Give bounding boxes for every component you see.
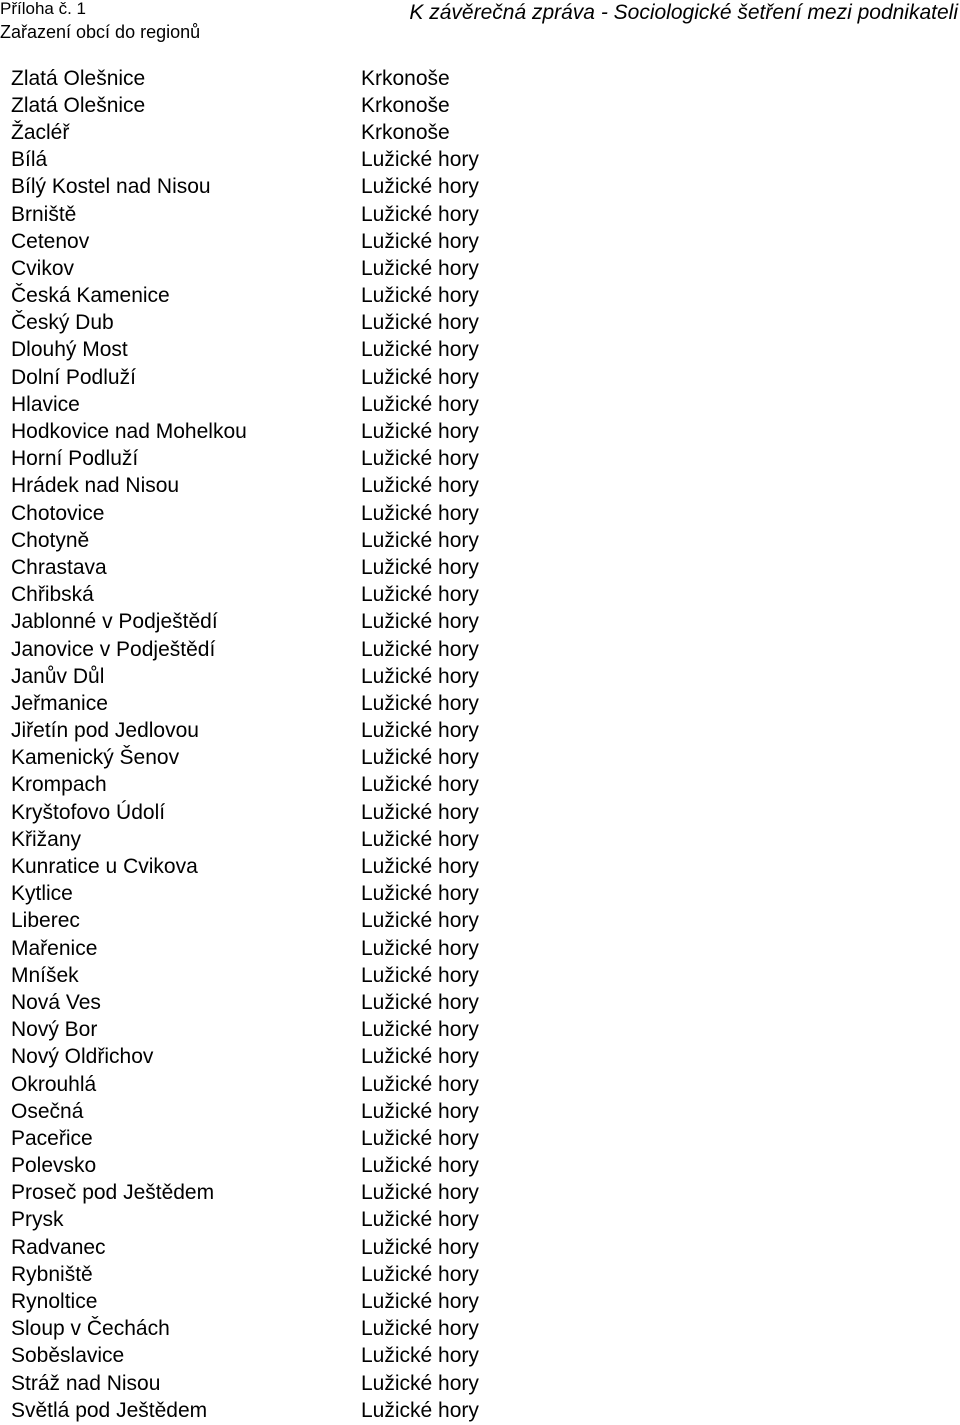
municipality-name: Mařenice [11, 936, 98, 960]
municipality-name: Jiřetín pod Jedlovou [11, 719, 199, 743]
region-name: Lužické hory [361, 338, 479, 362]
municipality-name: Jablonné v Podještědí [11, 610, 218, 634]
municipality-name: Rynoltice [11, 1290, 98, 1314]
municipality-name: Hodkovice nad Mohelkou [11, 420, 247, 444]
municipality-name: Žacléř [11, 120, 70, 144]
municipality-name: Kytlice [11, 882, 73, 906]
list-item [11, 201, 951, 228]
region-name: Lužické hory [361, 1072, 479, 1096]
region-name: Lužické hory [361, 1045, 479, 1069]
region-name: Lužické hory [361, 909, 479, 933]
list-item [11, 391, 951, 418]
region-name: Lužické hory [361, 664, 479, 688]
region-name: Lužické hory [361, 1398, 479, 1422]
report-title: K závěrečná zpráva - Sociologické šetření mezi podnikateli [409, 1, 958, 24]
municipality-name: Mníšek [11, 963, 79, 987]
region-name: Lužické hory [361, 719, 479, 743]
list-item [11, 174, 951, 201]
region-name: Lužické hory [361, 1208, 479, 1232]
list-item [11, 1044, 951, 1071]
municipality-name: Liberec [11, 909, 80, 933]
list-item [11, 1153, 951, 1180]
region-name: Lužické hory [361, 229, 479, 253]
region-name: Lužické hory [361, 746, 479, 770]
municipality-region-list [11, 65, 951, 1424]
region-name: Lužické hory [361, 447, 479, 471]
region-name: Lužické hory [361, 855, 479, 879]
municipality-name: Okrouhlá [11, 1072, 97, 1096]
list-item [11, 92, 951, 119]
municipality-name: Rybniště [11, 1262, 93, 1286]
region-name: Lužické hory [361, 148, 479, 172]
list-item [11, 989, 951, 1016]
list-item [11, 690, 951, 717]
region-name: Lužické hory [361, 1371, 479, 1395]
municipality-name: Osečná [11, 1099, 84, 1123]
list-item [11, 1180, 951, 1207]
municipality-name: Chrastava [11, 555, 107, 579]
region-name: Lužické hory [361, 528, 479, 552]
list-item [11, 1316, 951, 1343]
municipality-name: Český Dub [11, 311, 114, 335]
list-item [11, 1343, 951, 1370]
list-item [11, 799, 951, 826]
municipality-name: Dlouhý Most [11, 338, 128, 362]
municipality-name: Kunratice u Cvikova [11, 855, 198, 879]
document-subtitle: Zařazení obcí do regionů [0, 22, 201, 42]
municipality-name: Bílý Kostel nad Nisou [11, 175, 211, 199]
annex-header [0, 0, 200, 44]
municipality-name: Hlavice [11, 392, 80, 416]
region-name: Lužické hory [361, 555, 479, 579]
region-name: Lužické hory [361, 800, 479, 824]
list-item [11, 255, 951, 282]
municipality-name: Křižany [11, 827, 82, 851]
region-name: Lužické hory [361, 1154, 479, 1178]
list-item [11, 1288, 951, 1315]
list-item [11, 418, 951, 445]
municipality-name: Zlatá Olešnice [11, 93, 146, 117]
list-item [11, 1261, 951, 1288]
list-item [11, 881, 951, 908]
region-name: Krkonoše [361, 93, 450, 117]
municipality-name: Chřibská [11, 583, 94, 607]
region-name: Lužické hory [361, 365, 479, 389]
municipality-name: Nový Bor [11, 1018, 98, 1042]
municipality-name: Chotovice [11, 501, 105, 525]
region-name: Lužické hory [361, 1099, 479, 1123]
list-item [11, 310, 951, 337]
annex-label: Příloha č. 1 [0, 0, 86, 18]
region-name: Lužické hory [361, 501, 479, 525]
municipality-name: Soběslavice [11, 1344, 125, 1368]
region-name: Lužické hory [361, 474, 479, 498]
list-item [11, 935, 951, 962]
list-item [11, 1071, 951, 1098]
list-item [11, 826, 951, 853]
region-name: Lužické hory [361, 1317, 479, 1341]
list-item [11, 527, 951, 554]
region-name: Lužické hory [361, 175, 479, 199]
municipality-name: Krompach [11, 773, 107, 797]
list-item [11, 283, 951, 310]
municipality-name: Hrádek nad Nisou [11, 474, 180, 498]
list-item [11, 147, 951, 174]
municipality-name: Bílá [11, 148, 48, 172]
list-item [11, 1234, 951, 1261]
region-name: Krkonoše [361, 120, 450, 144]
list-item [11, 1017, 951, 1044]
region-name: Lužické hory [361, 1181, 479, 1205]
region-name: Lužické hory [361, 882, 479, 906]
list-item [11, 772, 951, 799]
municipality-name: Česká Kamenice [11, 284, 170, 308]
list-item [11, 554, 951, 581]
list-item [11, 119, 951, 146]
list-item [11, 853, 951, 880]
municipality-name: Radvanec [11, 1235, 106, 1259]
region-name: Lužické hory [361, 284, 479, 308]
municipality-name: Nová Ves [11, 990, 101, 1014]
municipality-name: Cetenov [11, 229, 90, 253]
region-name: Lužické hory [361, 637, 479, 661]
list-item [11, 1207, 951, 1234]
list-item [11, 65, 951, 92]
region-name: Lužické hory [361, 311, 479, 335]
list-item [11, 1397, 951, 1424]
municipality-name: Chotyně [11, 528, 90, 552]
municipality-name: Paceřice [11, 1126, 93, 1150]
municipality-name: Kryštofovo Údolí [11, 800, 166, 824]
list-item [11, 364, 951, 391]
list-item [11, 962, 951, 989]
list-item [11, 1098, 951, 1125]
list-item [11, 636, 951, 663]
municipality-name: Kamenický Šenov [11, 746, 180, 770]
list-item [11, 228, 951, 255]
list-item [11, 1125, 951, 1152]
municipality-name: Zlatá Olešnice [11, 66, 146, 90]
list-item [11, 718, 951, 745]
list-item [11, 582, 951, 609]
region-name: Lužické hory [361, 1290, 479, 1314]
region-name: Lužické hory [361, 1126, 479, 1150]
municipality-name: Prysk [11, 1208, 64, 1232]
region-name: Lužické hory [361, 256, 479, 280]
municipality-name: Janův Důl [11, 664, 105, 688]
list-item [11, 446, 951, 473]
list-item [11, 745, 951, 772]
region-name: Lužické hory [361, 420, 479, 444]
region-name: Lužické hory [361, 963, 479, 987]
municipality-name: Polevsko [11, 1154, 97, 1178]
region-name: Lužické hory [361, 1018, 479, 1042]
list-item [11, 609, 951, 636]
region-name: Lužické hory [361, 990, 479, 1014]
municipality-name: Janovice v Podještědí [11, 637, 216, 661]
region-name: Lužické hory [361, 583, 479, 607]
list-item [11, 908, 951, 935]
region-name: Lužické hory [361, 202, 479, 226]
municipality-name: Cvikov [11, 256, 75, 280]
municipality-name: Proseč pod Ještědem [11, 1181, 215, 1205]
municipality-name: Jeřmanice [11, 691, 108, 715]
municipality-name: Stráž nad Nisou [11, 1371, 161, 1395]
region-name: Lužické hory [361, 1262, 479, 1286]
list-item [11, 663, 951, 690]
municipality-name: Nový Oldřichov [11, 1045, 154, 1069]
region-name: Lužické hory [361, 773, 479, 797]
municipality-name: Dolní Podluží [11, 365, 136, 389]
region-name: Krkonoše [361, 66, 450, 90]
municipality-name: Světlá pod Ještědem [11, 1398, 208, 1422]
region-name: Lužické hory [361, 1235, 479, 1259]
region-name: Lužické hory [361, 392, 479, 416]
municipality-name: Sloup v Čechách [11, 1317, 170, 1341]
region-name: Lužické hory [361, 827, 479, 851]
list-item [11, 473, 951, 500]
region-name: Lužické hory [361, 691, 479, 715]
list-item [11, 337, 951, 364]
region-name: Lužické hory [361, 936, 479, 960]
municipality-name: Brniště [11, 202, 77, 226]
list-item [11, 500, 951, 527]
list-item [11, 1370, 951, 1397]
municipality-name: Horní Podluží [11, 447, 139, 471]
region-name: Lužické hory [361, 1344, 479, 1368]
region-name: Lužické hory [361, 610, 479, 634]
